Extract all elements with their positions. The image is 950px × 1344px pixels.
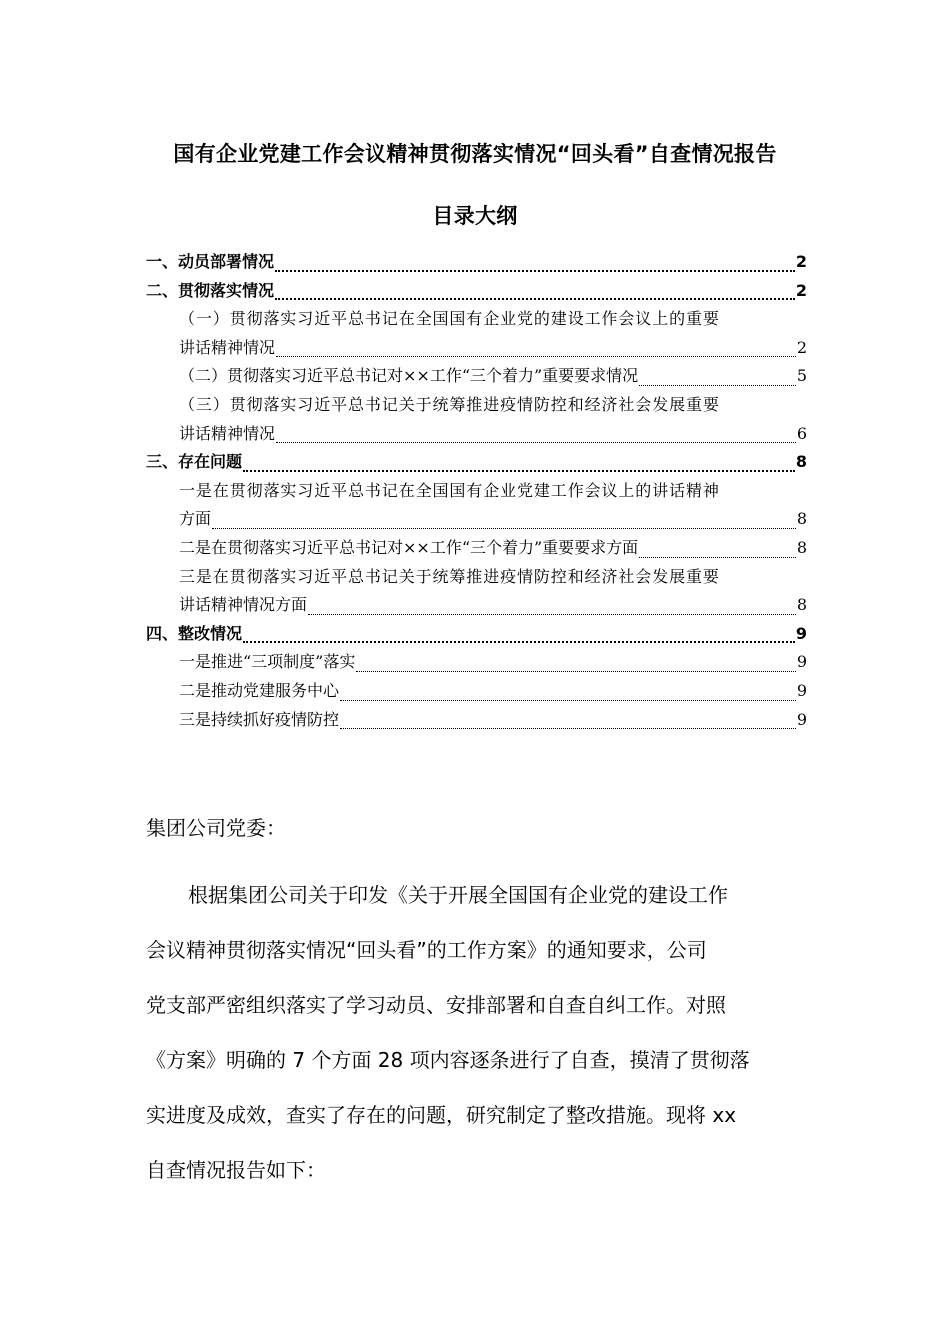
toc-entry-label: 三是在贯彻落实习近平总书记关于统筹推进疫情防控和经济社会发展重要 (179, 566, 720, 586)
toc-leader-dots (639, 557, 796, 558)
toc-leader-dots (340, 700, 796, 701)
toc-page-number: 8 (796, 509, 807, 529)
toc-entry-first-line[interactable] (146, 564, 807, 593)
toc-entry-label: 一是在贯彻落实习近平总书记在全国国有企业党建工作会议上的讲话精神 (179, 480, 720, 500)
toc-leader-dots (308, 614, 796, 615)
toc-entry-label: 讲话精神情况方面 (179, 595, 308, 615)
body-paragraph (146, 868, 808, 1198)
toc-entry-label: （三）贯彻落实习近平总书记关于统筹推进疫情防控和经济社会发展重要 (179, 394, 720, 414)
toc-entry-label: 讲话精神情况 (179, 337, 276, 357)
toc-page-number: 8 (796, 595, 807, 615)
toc-page-number: 2 (795, 252, 807, 271)
toc-entry-label: 一、动员部署情况 (146, 252, 275, 271)
toc-entry-label: 二是在贯彻落实习近平总书记对××工作“三个着力”重要要求方面 (179, 537, 639, 557)
toc-entry[interactable] (146, 707, 807, 736)
toc-entry[interactable] (146, 649, 807, 678)
toc-entry[interactable] (146, 506, 807, 535)
toc-entry[interactable] (146, 421, 807, 450)
toc-entry-label: 四、整改情况 (146, 623, 243, 643)
toc-page-number: 9 (796, 652, 807, 672)
paragraph-line: 根据集团公司关于印发《关于开展全国国有企业党的建设工作 (188, 883, 728, 907)
toc-entry-label: （二）贯彻落实习近平总书记对××工作“三个着力”重要要求情况 (179, 366, 639, 386)
toc-page-number: 9 (796, 709, 807, 729)
toc-page-number: 9 (795, 623, 807, 643)
toc-entry-label: 讲话精神情况 (179, 423, 276, 443)
document-subtitle: 目录大纲 (432, 204, 518, 228)
toc-page-number: 9 (796, 680, 807, 700)
toc-entry-first-line[interactable] (146, 306, 807, 335)
toc-leader-dots (340, 728, 796, 729)
toc-entry[interactable] (146, 592, 807, 621)
toc-entry[interactable] (146, 621, 807, 650)
toc-leader-dots (356, 671, 795, 672)
toc-leader-dots (275, 270, 795, 272)
paragraph-line: 《方案》明确的 7 个方面 28 项内容逐条进行了自查，摸清了贯彻落 (146, 1048, 750, 1072)
toc-entry-label: 二、贯彻落实情况 (146, 280, 275, 300)
toc-leader-dots (243, 641, 795, 643)
paragraph-line: 党支部严密组织落实了学习动员、安排部署和自查自纠工作。对照 (146, 993, 726, 1017)
toc-leader-dots (243, 470, 795, 472)
toc-leader-dots (276, 442, 796, 443)
toc-entry[interactable] (146, 678, 807, 707)
toc-entry-label: 三是持续抓好疫情防控 (179, 709, 340, 729)
toc-entry[interactable] (146, 249, 807, 278)
paragraph-line: 会议精神贯彻落实情况“回头看”的工作方案》的通知要求，公司 (146, 938, 707, 962)
toc-entry[interactable] (146, 535, 807, 564)
toc-page-number: 8 (795, 452, 807, 472)
toc-entry-first-line[interactable] (146, 392, 807, 421)
toc-leader-dots (639, 385, 796, 386)
toc-entry-label: 一是推进“三项制度”落实 (179, 652, 356, 672)
table-of-contents (146, 249, 807, 735)
toc-page-number: 5 (796, 366, 807, 386)
toc-entry-label: 二是推动党建服务中心 (179, 680, 340, 700)
paragraph-line: 实进度及成效，查实了存在的问题，研究制定了整改措施。现将 xx (146, 1103, 737, 1127)
toc-entry[interactable] (146, 363, 807, 392)
toc-page-number: 6 (796, 423, 807, 443)
toc-entry[interactable] (146, 335, 807, 364)
toc-leader-dots (276, 356, 796, 357)
toc-page-number: 2 (796, 337, 807, 357)
toc-entry-first-line[interactable] (146, 478, 807, 507)
paragraph-line: 自查情况报告如下： (146, 1158, 326, 1182)
toc-entry[interactable] (146, 278, 807, 307)
toc-entry-label: 方面 (179, 509, 212, 529)
toc-leader-dots (212, 528, 796, 529)
toc-entry-label: （一）贯彻落实习近平总书记在全国国有企业党的建设工作会议上的重要 (179, 309, 720, 329)
toc-entry-label: 三、存在问题 (146, 452, 243, 472)
toc-leader-dots (275, 298, 795, 300)
salutation: 集团公司党委： (146, 816, 286, 840)
document-title: 国有企业党建工作会议精神贯彻落实情况“回头看”自查情况报告 (173, 142, 777, 166)
toc-page-number: 2 (795, 280, 807, 300)
toc-entry[interactable] (146, 449, 807, 478)
toc-page-number: 8 (796, 537, 807, 557)
